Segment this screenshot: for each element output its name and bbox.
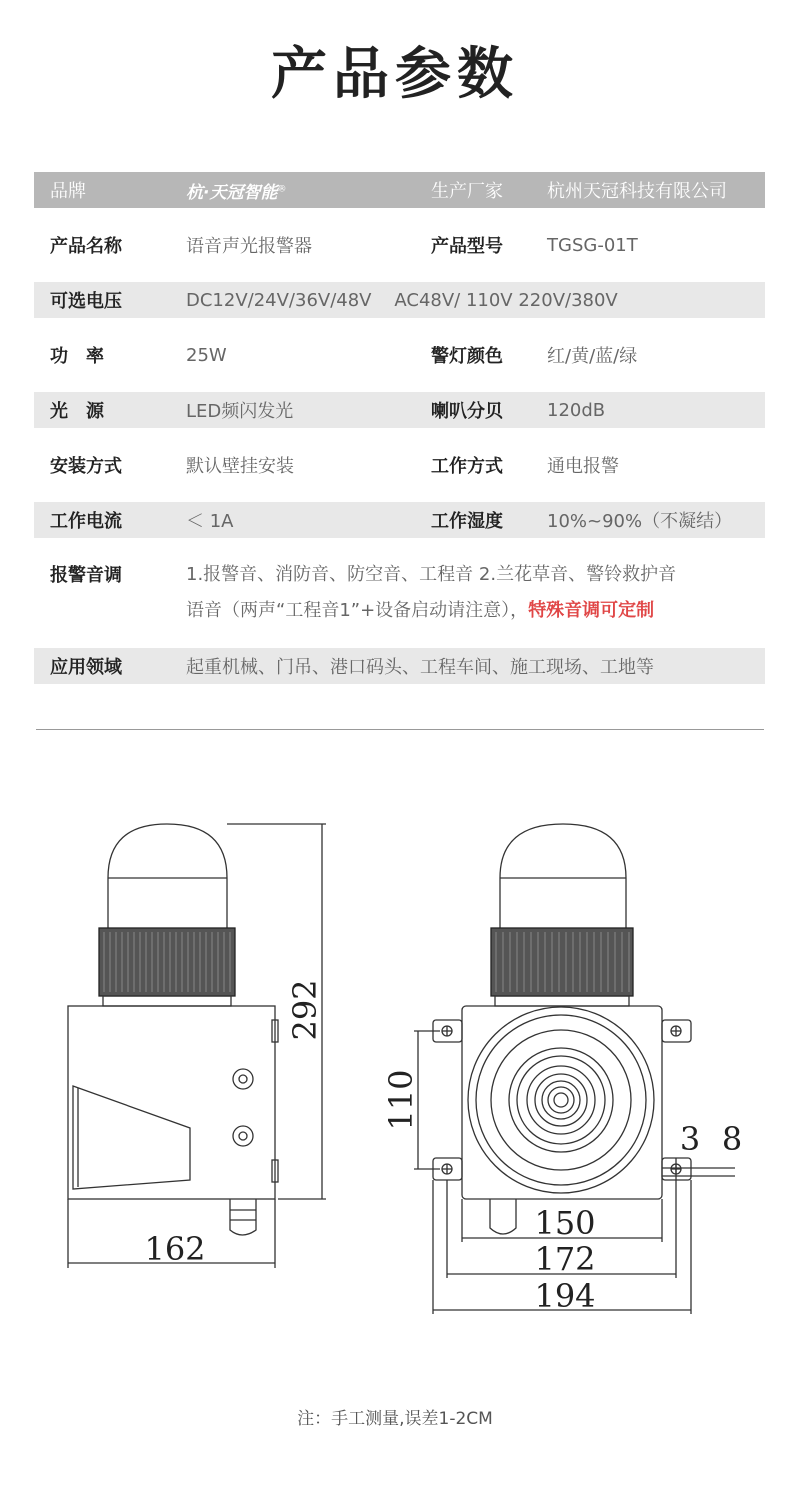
maker-label: 生产厂家	[431, 181, 503, 202]
page-title: 产品参数	[271, 42, 519, 107]
spec-row-light	[34, 392, 765, 428]
workmode-value: 通电报警	[547, 456, 619, 477]
spec-row-tone	[34, 557, 765, 629]
install-label: 安装方式	[50, 456, 122, 477]
maker-value: 杭州天冠科技有限公司	[547, 181, 727, 202]
color-label: 警灯颜色	[431, 346, 503, 367]
tone-line-1: 1.报警音、消防音、防空音、工程音 2.兰花草音、警铃救护音	[186, 564, 677, 585]
power-label: 功 率	[50, 346, 104, 367]
tone-label: 报警音调	[50, 565, 122, 586]
install-value: 默认壁挂安装	[186, 456, 294, 477]
horn-value: 120dB	[547, 399, 606, 421]
measurement-note: 注：手工测量,误差1-2CM	[297, 1409, 493, 1429]
tone-custom-note: 特殊音调可定制	[528, 600, 655, 621]
dim-150: 150	[534, 1204, 596, 1242]
dim-194: 194	[534, 1277, 596, 1315]
side-gland	[230, 1199, 256, 1235]
spec-row-current	[34, 502, 765, 538]
current-label: 工作电流	[50, 511, 122, 532]
dim-3: 3	[679, 1120, 701, 1158]
horn-label: 喇叭分贝	[431, 401, 503, 422]
front-ring	[491, 928, 633, 996]
name-value: 语音声光报警器	[186, 236, 312, 257]
spec-row-name	[34, 227, 765, 263]
dimension-drawing	[0, 810, 790, 1330]
side-dome	[108, 824, 227, 878]
side-ring	[99, 928, 235, 996]
front-gland	[490, 1199, 516, 1234]
spec-table	[34, 172, 765, 703]
spec-row-voltage	[34, 282, 765, 318]
voltage-value: DC12V/24V/36V/48V AC48V/ 110V 220V/380V	[186, 289, 618, 311]
light-label: 光 源	[50, 401, 104, 422]
spec-row-field	[34, 648, 765, 684]
color-value: 红/黄/蓝/绿	[547, 346, 638, 367]
spec-row-install	[34, 447, 765, 483]
section-divider	[36, 729, 764, 730]
brand-label: 品牌	[50, 181, 86, 202]
dim-162: 162	[144, 1230, 206, 1268]
speaker-grille	[468, 1007, 654, 1193]
model-label: 产品型号	[431, 236, 503, 257]
dim-110: 110	[382, 1069, 420, 1131]
side-horn	[73, 1086, 190, 1189]
field-value: 起重机械、门吊、港口码头、工程车间、施工现场、工地等	[186, 657, 654, 678]
side-view	[68, 824, 326, 1268]
light-value: LED频闪发光	[186, 401, 294, 422]
side-box	[68, 1006, 275, 1199]
brand-logo: 杭·天冠智能®	[186, 182, 287, 203]
tone-value	[186, 557, 676, 629]
voltage-label: 可选电压	[50, 291, 122, 312]
dim-292: 292	[286, 979, 324, 1041]
front-dome	[500, 824, 626, 878]
field-label: 应用领域	[50, 657, 122, 678]
dim-8: 8	[721, 1120, 743, 1158]
model-value: TGSG-01T	[547, 234, 638, 256]
current-value: ＜ 1A	[186, 511, 234, 532]
dim-172: 172	[534, 1240, 596, 1278]
spec-row-brand	[34, 172, 765, 208]
spec-row-power	[34, 337, 765, 373]
tone-line-2: 语音（两声“工程音1”+设备启动请注意），特殊音调可定制	[186, 600, 655, 621]
workmode-label: 工作方式	[431, 456, 503, 477]
name-label: 产品名称	[50, 236, 122, 257]
power-value: 25W	[186, 344, 227, 366]
humidity-label: 工作湿度	[431, 511, 503, 532]
humidity-value: 10%~90%（不凝结）	[547, 511, 733, 532]
